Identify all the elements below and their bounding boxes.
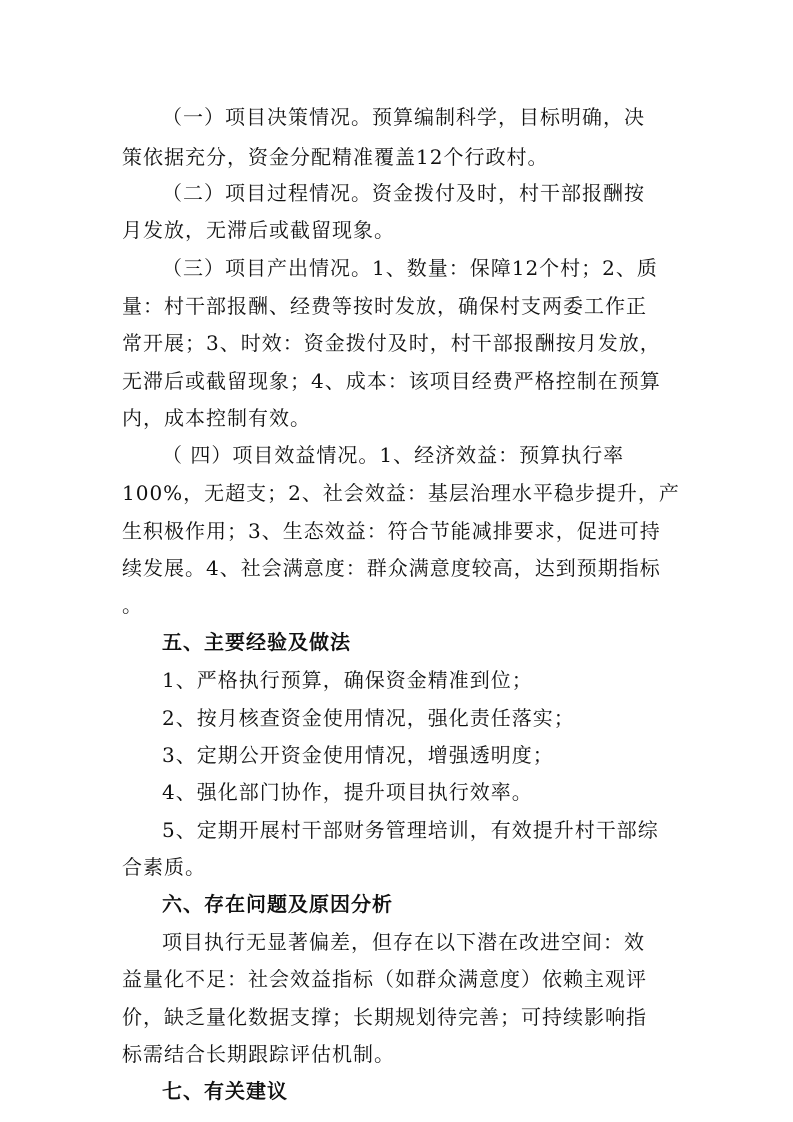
decision-para-line-2: 策依据充分，资金分配精准覆盖12个行政村。: [122, 145, 549, 169]
experience-item-4: 4、强化部门协作，提升项目执行效率。: [162, 780, 533, 804]
issues-para-line-4: 标需结合长期跟踪评估机制。: [122, 1042, 395, 1066]
issues-para-line-1: 项目执行无显著偏差，但存在以下潜在改进空间：效: [162, 930, 645, 954]
issues-para-line-2: 益量化不足：社会效益指标（如群众满意度）依赖主观评: [122, 967, 647, 991]
output-para-line-1: （三）项目产出情况。1、数量：保障12个村；2、质: [162, 256, 658, 280]
section7-heading: 七、有关建议: [162, 1079, 288, 1103]
decision-para-line-1: （一）项目决策情况。预算编制科学，目标明确，决: [162, 105, 645, 129]
output-para-line-3: 常开展；3、时效：资金拨付及时，村干部报酬按月发放，: [122, 331, 661, 355]
process-para-line-1: （二）项目过程情况。资金拨付及时，村干部报酬按: [162, 181, 645, 205]
benefit-para-line-2: 100%，无超支；2、社会效益：基层治理水平稳步提升，产: [122, 481, 680, 505]
section6-heading: 六、存在问题及原因分析: [162, 892, 393, 916]
issues-para-line-3: 价，缺乏量化数据支撑；长期规划待完善；可持续影响指: [122, 1005, 647, 1029]
experience-item-5-line-1: 5、定期开展村干部财务管理培训，有效提升村干部综: [162, 818, 659, 842]
experience-item-3: 3、定期公开资金使用情况，增强透明度；: [162, 743, 554, 767]
benefit-para-line-1: （ 四）项目效益情况。1、经济效益：预算执行率: [162, 443, 625, 467]
benefit-para-line-3: 生积极作用；3、生态效益：符合节能减排要求，促进可持: [122, 519, 661, 543]
section5-heading: 五、主要经验及做法: [162, 630, 351, 654]
experience-item-2: 2、按月核查资金使用情况，强化责任落实；: [162, 706, 575, 730]
benefit-para-line-4: 续发展。4、社会满意度：群众满意度较高，达到预期指标: [122, 556, 661, 580]
output-para-line-4: 无滞后或截留现象；4、成本：该项目经费严格控制在预算: [122, 369, 661, 393]
benefit-para-line-5: 。: [122, 593, 143, 617]
experience-item-1: 1、严格执行预算，确保资金精准到位；: [162, 668, 533, 692]
output-para-line-2: 量：村干部报酬、经费等按时发放，确保村支两委工作正: [122, 294, 647, 318]
output-para-line-5: 内，成本控制有效。: [122, 406, 311, 430]
process-para-line-2: 月发放，无滞后或截留现象。: [122, 218, 395, 242]
experience-item-5-line-2: 合素质。: [122, 855, 206, 879]
